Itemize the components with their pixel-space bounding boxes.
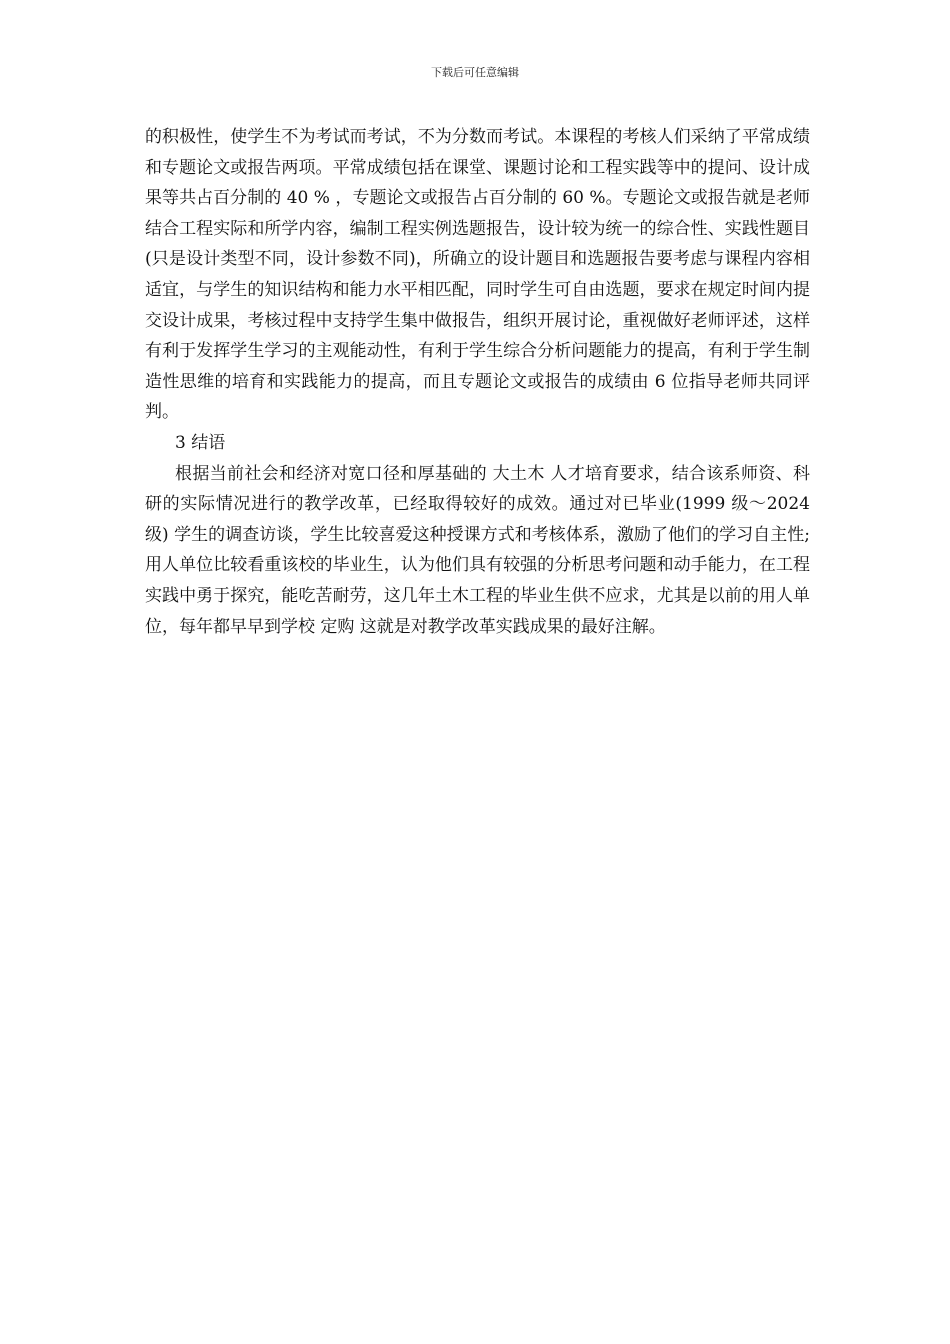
page-header-note: 下载后可任意编辑 bbox=[431, 66, 519, 79]
paragraph-assessment: 的积极性，使学生不为考试而考试，不为分数而考试。本课程的考核人们采纳了平常成绩和专题论文或报告两项。平常成绩包括在课堂、课题讨论和工程实践等中的提问、设计成果等共占百分制的 40 % ，专题论文或报告占百分制的 60 %。专题论文或报告就是老师结合工程实际和所学内容，编制工程实例选题报告，设计较为统一的综合性、实践性题目(只是设计类型不同，设计参数不同)，所确立的设计题目和选题报告要考虑与课程内容相适宜，与学生的知识结构和能力水平相匹配，同时学生可自由选题，要求在规定时间内提交设计成果，考核过程中支持学生集中做报告，组织开展讨论，重视做好老师评述，这样有利于发挥学生学习的主观能动性，有利于学生综合分析问题能力的提高，有利于学生制造性思维的培育和实践能力的提高，而且专题论文或报告的成绩由 6 位指导老师共同评判。 bbox=[145, 127, 810, 423]
section-heading-conclusion: 3 结语 bbox=[175, 432, 226, 453]
document-body bbox=[145, 122, 810, 642]
paragraph-conclusion: 根据当前社会和经济对宽口径和厚基础的 大土木 人才培育要求，结合该系师资、科研的实际情况进行的教学改革，已经取得较好的成效。通过对已毕业(1999 级～2024 级) 学生的调查访谈，学生比较喜爱这种授课方式和考核体系，激励了他们的学习自主性;用人单位比较看重该校的毕业生，认为他们具有较强的分析思考问题和动手能力，在工程实践中勇于探究，能吃苦耐劳，这几年土木工程的毕业生供不应求，尤其是以前的用人单位，每年都早早到学校 定购 这就是对教学改革实践成果的最好注解。 bbox=[145, 463, 810, 637]
